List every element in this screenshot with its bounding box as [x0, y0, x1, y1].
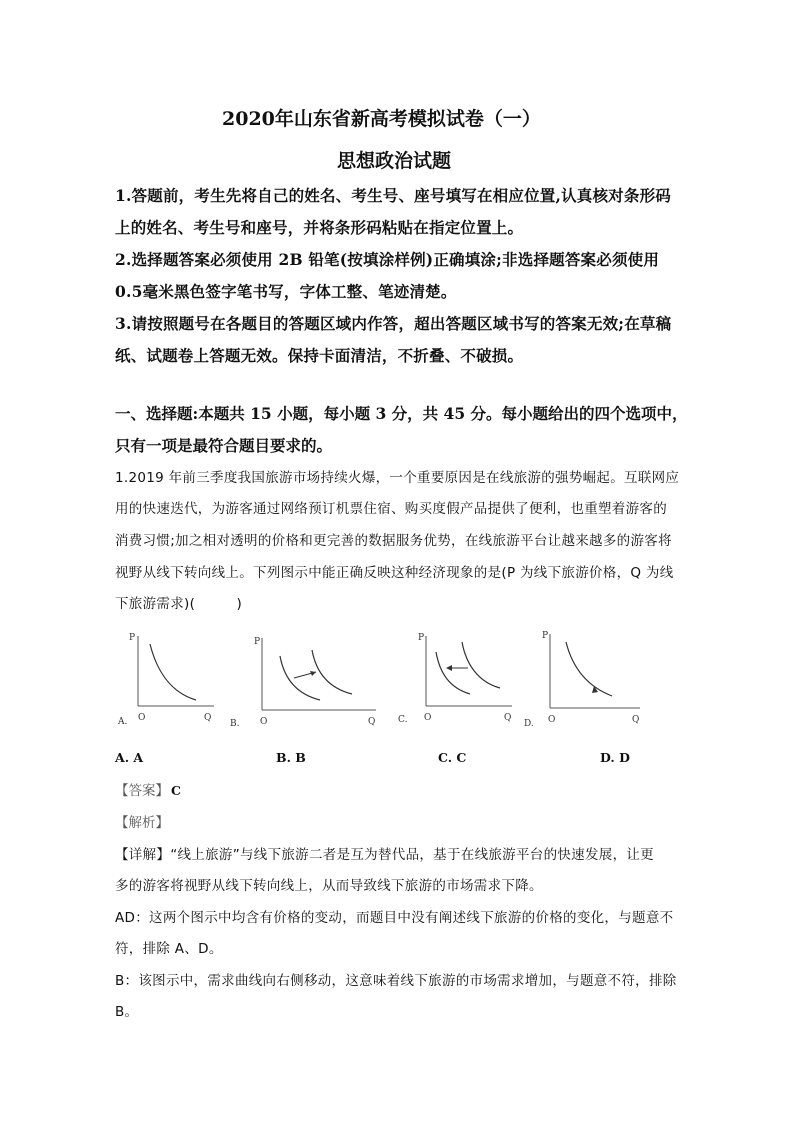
detail-text: 符，排除 A、D。: [115, 941, 223, 957]
q-axis-label: Q: [632, 715, 640, 725]
origin-label: O: [138, 713, 146, 723]
graph-letter: B.: [230, 719, 240, 728]
p-axis-label: P: [418, 633, 425, 643]
instruction-line: 1.答题前，考生先将自己的姓名、考生号、座号填写在相应位置,认真核对条形码: [115, 186, 671, 205]
question-text: 下旅游需求)( ): [115, 596, 243, 612]
exam-title: 2020年山东省新高考模拟试卷（一）: [222, 108, 541, 130]
graph-b: [228, 628, 378, 728]
instruction-line: 上的姓名、考生号和座号，并将条形码粘贴在指定位置上。: [115, 218, 524, 237]
graph-letter: A.: [118, 717, 128, 727]
detail-text: B：该图示中，需求曲线向右侧移动，这意味着线下旅游的市场需求增加，与题意不符，排除: [115, 973, 677, 989]
p-axis-label: P: [254, 637, 261, 647]
exam-subtitle: 思想政治试题: [337, 150, 452, 172]
detail-text: 【详解】“线上旅游”与线下旅游二者是互为替代品，基于在线旅游平台的快速发展，让更: [115, 847, 654, 863]
graph-letter: D.: [524, 719, 534, 728]
p-axis-label: P: [129, 633, 136, 643]
question-text: 1.2019 年前三季度我国旅游市场持续火爆，一个重要原因是在线旅游的强势崛起。互联网应: [115, 470, 680, 486]
detail-text: AD：这两个图示中均含有价格的变动，而题目中没有阐述线下旅游的价格的变化，与题意不: [115, 910, 674, 926]
graph-letter: C.: [398, 715, 408, 725]
q-axis-label: Q: [504, 713, 512, 723]
instruction-line: 3.请按照题号在各题目的答题区域内作答，超出答题区域书写的答案无效;在草稿: [115, 314, 672, 333]
question-text: 用的快速迭代，为游客通过网络预订机票住宿、购买度假产品提供了便利，也重塑着游客的: [115, 501, 667, 517]
answer-line: [115, 779, 181, 799]
p-axis-label: P: [542, 631, 549, 641]
section-heading: 一、选择题:本题共 15 小题，每小题 3 分，共 45 分。每小题给出的四个选项中，: [115, 404, 688, 423]
option-d[interactable]: D. D: [600, 750, 630, 765]
instruction-line: 纸、试题卷上答题无效。保持卡面清洁，不折叠、不破损。: [115, 346, 524, 365]
q-axis-label: Q: [368, 717, 376, 727]
question-text: 消费习惯;加之相对透明的价格和更完善的数据服务优势，在线旅游平台让越来越多的游客将: [115, 533, 672, 549]
section-heading: 只有一项是最符合题目要求的。: [115, 436, 333, 455]
origin-label: O: [424, 713, 432, 723]
origin-label: O: [548, 715, 556, 725]
detail-text: B。: [115, 1004, 139, 1020]
detail-text: 多的游客将视野从线下转向线上，从而导致线下旅游的市场需求下降。: [115, 878, 543, 894]
answer-tag: 【答案】: [115, 783, 169, 799]
graph-c: [396, 628, 516, 728]
origin-label: O: [260, 717, 268, 727]
instruction-line: 2.选择题答案必须使用 2B 铅笔(按填涂样例)正确填涂;非选择题答案必须使用: [115, 250, 660, 269]
option-b[interactable]: B. B: [276, 750, 306, 765]
option-a[interactable]: A. A: [115, 750, 144, 765]
q-axis-label: Q: [204, 713, 212, 723]
graph-a: [114, 628, 224, 728]
graph-d: [520, 624, 644, 728]
option-c[interactable]: C. C: [438, 750, 467, 765]
answer-value: C: [171, 783, 181, 798]
question-text: 视野从线下转向线上。下列图示中能正确反映这种经济现象的是(P 为线下旅游价格，Q 为线: [115, 565, 674, 581]
analysis-tag: 【解析】: [115, 815, 169, 831]
instruction-line: 0.5毫米黑色签字笔书写，字体工整、笔迹清楚。: [115, 282, 457, 301]
